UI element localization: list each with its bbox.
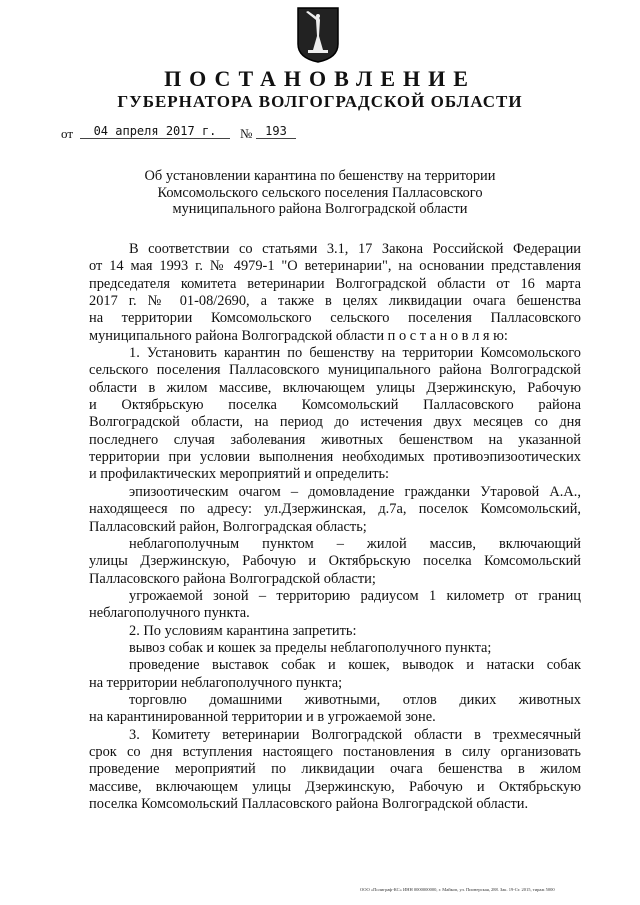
body-line: улицы Дзержинскую, Рабочую и Октябрьскую поселка Комсомольский (89, 553, 581, 570)
document-subject (100, 168, 540, 218)
body-line: проведение мероприятий по ликвидации очага бешенства в жилом (89, 761, 581, 778)
body-line: неблагополучным пунктом – жилой массив, включающий (129, 535, 581, 552)
print-footer: ООО «Полиграф-КС» ИНН 0000000000, г. Майкоп, ул. Пионерская, 288. Зак. 19-Ст. 2015, тираж 5000 (360, 887, 555, 892)
body-line: 2017 г. № 01-08/2690, а также в целях ликвидации очага бешенства (89, 293, 581, 310)
subject-line: Об установлении карантина по бешенству на территории (144, 168, 496, 184)
body-line: Палласовского района Волгоградской области; (89, 570, 376, 587)
body-line: Палласовский район, Волгоградская область; (89, 518, 367, 535)
body-line: эпизоотическим очагом – домовладение гражданки Утаровой А.А., (129, 483, 581, 500)
date-label: от (61, 126, 74, 141)
body-line: на территории Комсомольского сельского поселения Палласовского (89, 310, 581, 327)
body-line: на карантинированной территории и в угрожаемой зоне. (89, 709, 436, 726)
number-field: 193 (256, 123, 296, 139)
body-line: территории при условии выполнения необходимых противоэпизоотических (89, 449, 581, 466)
document-title: ПОСТАНОВЛЕНИЕ (164, 66, 476, 91)
number-label: № (240, 126, 253, 141)
subject-line: муниципального района Волгоградской области (172, 201, 468, 217)
body-line: муниципального района Волгоградской области п о с т а н о в л я ю: (89, 327, 508, 344)
body-line: 2. По условиям карантина запретить: (129, 622, 357, 639)
body-line: угрожаемой зоной – территорию радиусом 1 километр от границ (129, 587, 581, 604)
subject-line: Комсомольского сельского поселения Палласовского (157, 184, 483, 201)
body-line: Волгоградской области, на период до истечения двух месяцев со дня (89, 414, 581, 431)
body-line: и Октябрьскую поселка Комсомольский Палласовского района (89, 397, 581, 414)
body-line: В соответствии со статьями 3.1, 17 Закона Российской Федерации (129, 241, 581, 257)
body-line: проведение выставок собак и кошек, выводок и натаски собак (129, 657, 581, 674)
body-line: от 14 мая 1993 г. № 4979-1 "О ветеринарии", на основании представления (89, 258, 581, 275)
body-line: области в жилом массиве, включающем улицы Дзержинскую, Рабочую (89, 379, 581, 396)
body-line: массиве, включающем улицы Дзержинскую, Рабочую и Октябрьскую (89, 778, 581, 795)
body-line: находящееся по адресу: ул.Дзержинская, д.7а, поселок Комсомольский, (89, 501, 581, 518)
body-line: 1. Установить карантин по бешенству на территории Комсомольского (129, 345, 581, 362)
document-body (89, 241, 581, 813)
body-line: на территории неблагополучного пункта; (89, 674, 343, 691)
body-line: 3. Комитету ветеринарии Волгоградской области в трехмесячный (129, 726, 581, 743)
body-line: торговлю домашними животными, отлов диких животных (129, 691, 581, 708)
date-field: 04 апреля 2017 г. (80, 123, 230, 139)
body-line: вывоз собак и кошек за пределы неблагополучного пункта; (129, 639, 492, 656)
body-line: срок со дня вступления настоящего постановления в силу организовать (89, 743, 581, 760)
body-line: поселка Комсомольский Палласовского района Волгоградской области. (89, 796, 529, 812)
body-line: последнего случая заболевания животных бешенством на указанной (89, 431, 581, 448)
body-line: председателя комитета ветеринарии Волгоградской области от 16 марта (89, 275, 581, 292)
document-subtitle: ГУБЕРНАТОРА ВОЛГОГРАДСКОЙ ОБЛАСТИ (117, 92, 523, 111)
body-line: сельского поселения Палласовского муниципального района Волгоградской (89, 362, 581, 379)
body-line: и профилактических мероприятий и определить: (89, 466, 390, 483)
volgograd-emblem-icon (296, 6, 340, 64)
body-line: неблагополучного пункта. (89, 605, 250, 622)
